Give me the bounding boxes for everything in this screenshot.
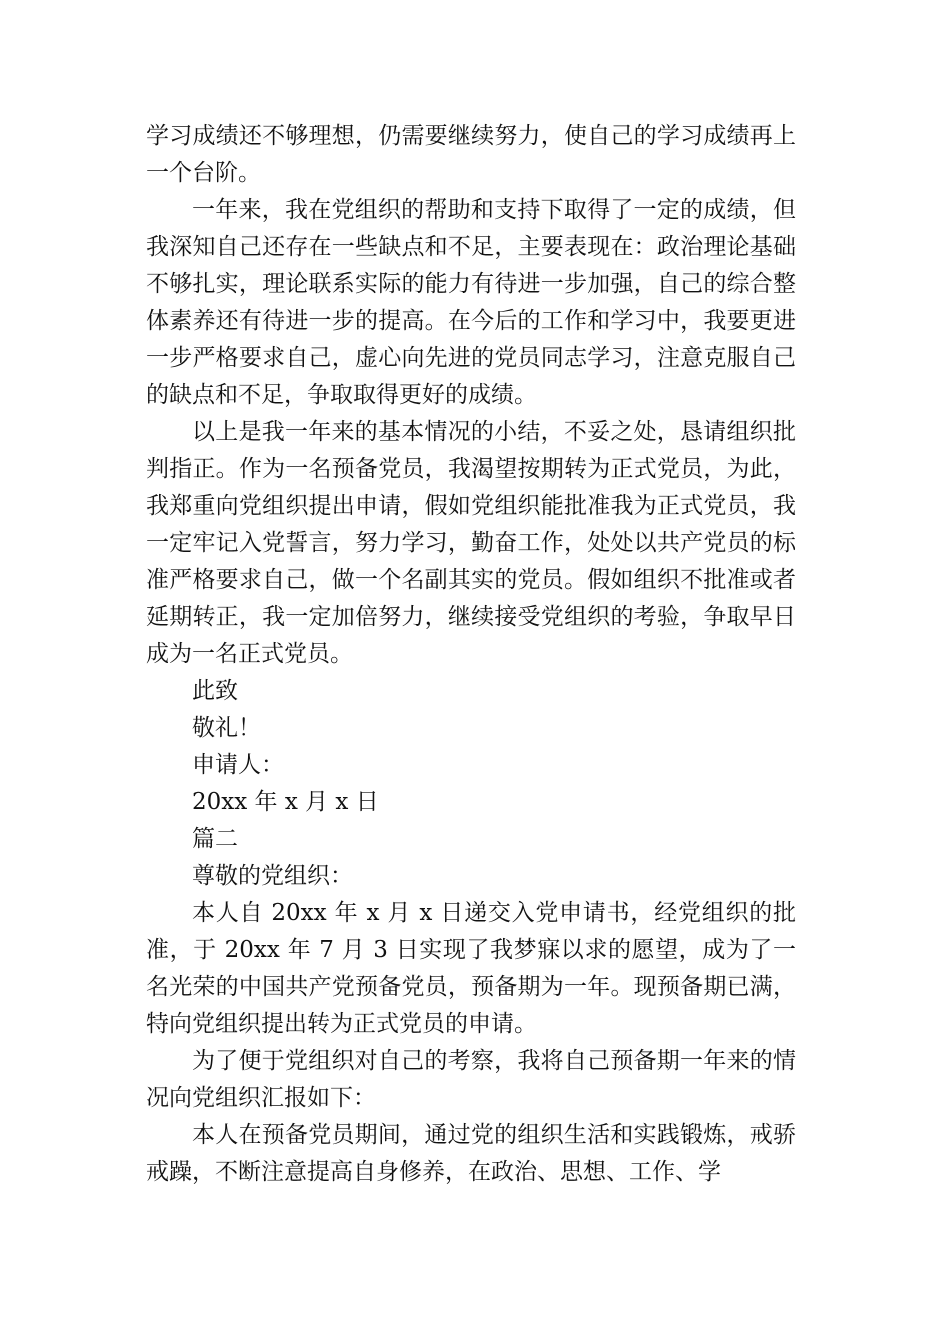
paragraph-shortcomings: 一年来，我在党组织的帮助和支持下取得了一定的成绩，但我深知自己还存在一些缺点和不足，主要表现在：政治理论基础不够扎实，理论联系实际的能力有待进一步加强，自己的综合整体素养还有待进一步的提高。在今后的工作和学习中，我要更进一步严格要求自己，虚心向先进的党员同志学习，注意克服自己的缺点和不足，争取取得更好的成绩。 bbox=[146, 197, 796, 408]
paragraph-probation: 本人在预备党员期间，通过党的组织生活和实践锻炼，戒骄戒躁，不断注意提高自身修养，在政治、思想、工作、学 bbox=[146, 1122, 796, 1185]
paragraph-summary: 以上是我一年来的基本情况的小结，不妥之处，恳请组织批判指正。作为一名预备党员，我渴望按期转为正式党员，为此，我郑重向党组织提出申请，假如党组织能批准我为正式党员，我一定牢记入党誓言，努力学习，勤奋工作，处处以共产党员的标准严格要求自己，做一个名副其实的党员。假如组织不批准或者延期转正，我一定加倍努力，继续接受党组织的考验，争取早日成为一名正式党员。 bbox=[146, 419, 796, 667]
paragraph-application: 本人自 20xx 年 x 月 x 日递交入党申请书，经党组织的批准，于 20xx 年 7 月 3 日实现了我梦寐以求的愿望，成为了一名光荣的中国共产党预备党员，预备期为一年。现预备期已满，特向党组织提出转为正式党员的申请。 bbox=[146, 900, 796, 1037]
salutation: 尊敬的党组织： bbox=[192, 863, 353, 889]
date-line: 20xx 年 x 月 x 日 bbox=[192, 789, 379, 815]
paragraph-report-intro: 为了便于党组织对自己的考察，我将自己预备期一年来的情况向党组织汇报如下： bbox=[146, 1048, 796, 1111]
applicant-label: 申请人： bbox=[192, 752, 284, 778]
closing-line-1: 此致 bbox=[192, 678, 238, 704]
document-page bbox=[146, 118, 796, 1191]
paragraph-continued: 学习成绩还不够理想，仍需要继续努力，使自己的学习成绩再上一个台阶。 bbox=[146, 123, 796, 186]
closing-line-2: 敬礼！ bbox=[192, 715, 261, 741]
section-heading: 篇二 bbox=[192, 826, 238, 852]
